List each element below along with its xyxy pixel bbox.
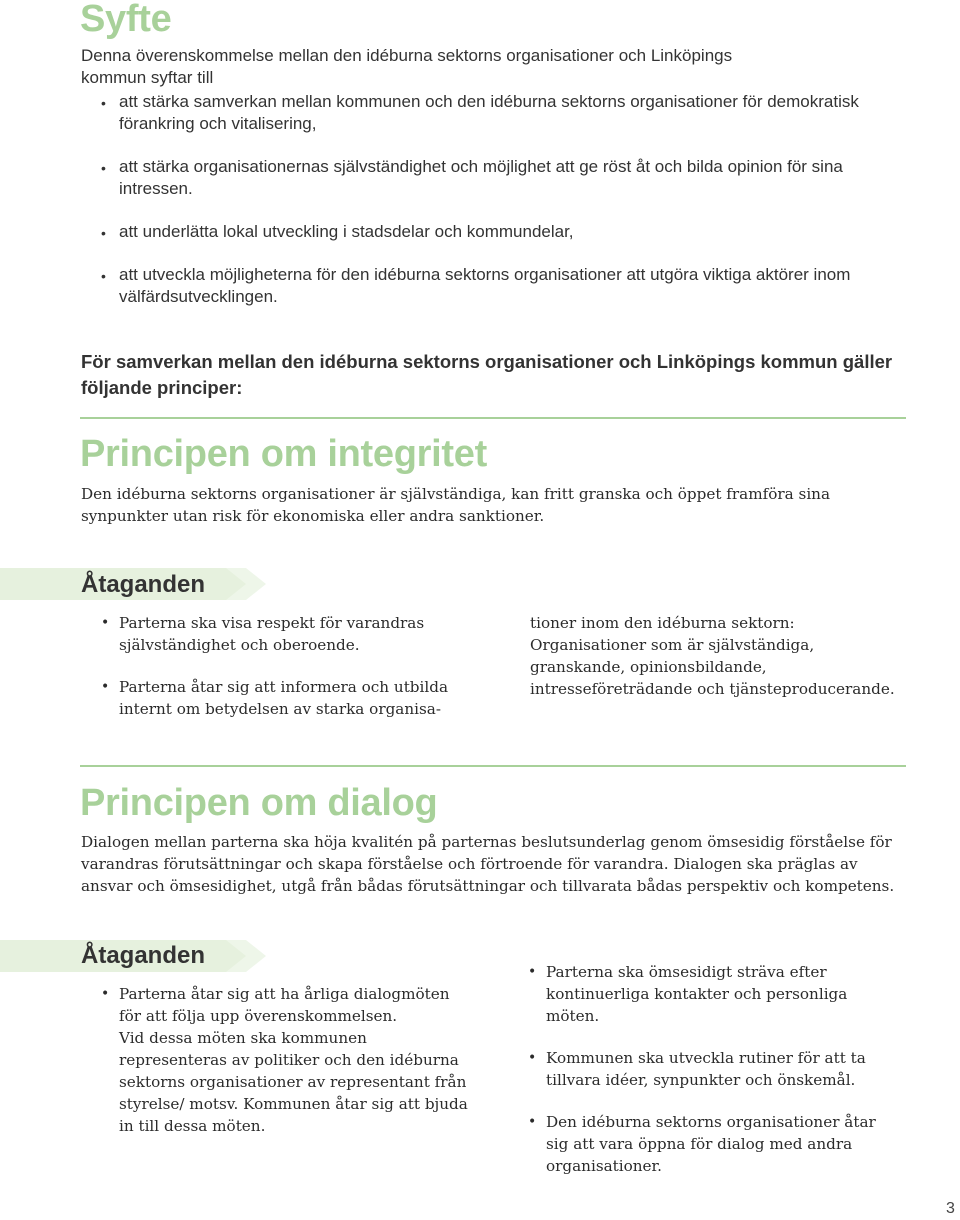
bullet-icon: • [528, 964, 537, 980]
syfte-list [81, 91, 901, 329]
section-divider [80, 417, 906, 419]
syfte-heading: Syfte [80, 0, 172, 40]
list-item: • Parterna åtar sig att informera och utbilda internt om betydelsen av starka organisa- [101, 678, 449, 718]
integritet-ataganden-right: tioner inom den idéburna sektorn: Organisationer som är självständiga, granskande, opinionsbildande, intresseföreträdande och tjänsteproducerande. [530, 614, 895, 698]
list-item: • att stärka organisationernas självständighet och möjlighet att ge röst åt och bilda opinion för sina intressen. [101, 157, 843, 198]
bullet-icon: • [101, 268, 106, 284]
integritet-body: Den idéburna sektorns organisationer är självständiga, kan fritt granska och öppet framföra sina synpunkter utan risk för ekonomiska eller andra sanktioner. [81, 485, 831, 525]
dialog-ataganden-left [101, 983, 473, 1157]
bullet-icon: • [101, 986, 110, 1002]
syfte-intro: Denna överenskommelse mellan den idéburna sektorns organisationer och Linköpings kommun syftar till [81, 46, 733, 87]
list-item: • att utveckla möjligheterna för den idéburna sektorns organisationer att utgöra viktiga aktörer inom välfärdsutvecklingen. [101, 265, 851, 306]
dialog-body: Dialogen mellan parterna ska höja kvalitén på parternas beslutsunderlag genom ömsesidig förståelse för varandras förutsättningar och skapa förståelse och förtroende för varandra. Dialogen ska präglas av ansvar och ömsesidighet, utgå från bådas förutsättningar och tillvarata bådas perspektiv och kompetens. [81, 833, 895, 895]
bullet-icon: • [528, 1114, 537, 1130]
dialog-ataganden-right [528, 961, 898, 1197]
list-item: • Kommunen ska utveckla rutiner för att ta tillvara idéer, synpunkter och önskemål. [528, 1049, 866, 1089]
integritet-heading: Principen om integritet [80, 433, 487, 475]
list-item: • att underlätta lokal utveckling i stadsdelar och kommundelar, [81, 221, 901, 243]
ataganden-heading: Åtaganden [81, 571, 206, 598]
bullet-icon: • [101, 679, 110, 695]
dialog-heading: Principen om dialog [80, 782, 438, 824]
bullet-icon: • [101, 225, 106, 241]
list-item: • Parterna åtar sig att ha årliga dialogmöten för att följa upp överenskommelsen. Vid dessa möten ska kommunen representeras av politiker och den idéburna sektorns organisationer av representant från styrelse/ motsv. Kommunen åtar sig att bjuda in till dessa möten. [101, 985, 468, 1135]
list-item: • Den idéburna sektorns organisationer åtar sig att vara öppna för dialog med andra organisationer. [528, 1113, 876, 1175]
bullet-icon: • [101, 615, 110, 631]
bullet-icon: • [101, 160, 106, 176]
integritet-ataganden-left [101, 612, 473, 740]
ataganden-heading: Åtaganden [81, 942, 206, 969]
list-item: • Parterna ska visa respekt för varandras självständighet och oberoende. [101, 614, 425, 654]
list-item: • Parterna ska ömsesidigt sträva efter kontinuerliga kontakter och personliga möten. [528, 963, 848, 1025]
section-divider [80, 765, 906, 767]
principles-lead: För samverkan mellan den idéburna sektorns organisationer och Linköpings kommun gäller följande principer: [81, 351, 893, 398]
bullet-icon: • [528, 1050, 537, 1066]
list-item: • att stärka samverkan mellan kommunen och den idéburna sektorns organisationer för demokratisk förankring och vitalisering, [101, 92, 859, 133]
page-number: 3 [946, 1200, 955, 1217]
bullet-icon: • [101, 95, 106, 111]
